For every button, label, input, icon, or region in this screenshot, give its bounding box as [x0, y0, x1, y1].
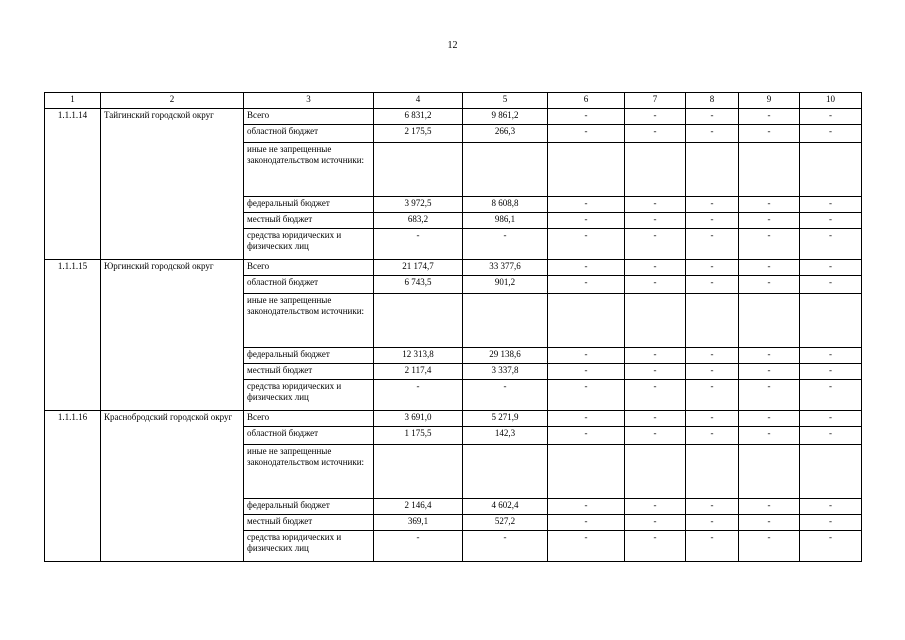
- value-cell: [463, 445, 548, 499]
- value-cell: -: [800, 348, 862, 364]
- funding-source-label: средства юридических и физических лиц: [244, 380, 374, 411]
- value-cell: -: [739, 229, 800, 260]
- value-cell: -: [686, 364, 739, 380]
- funding-source-label: местный бюджет: [244, 364, 374, 380]
- value-cell: -: [739, 348, 800, 364]
- value-cell: [548, 143, 625, 197]
- value-cell: [625, 294, 686, 348]
- value-cell: -: [739, 515, 800, 531]
- value-cell: -: [548, 276, 625, 294]
- value-cell: [739, 294, 800, 348]
- value-cell: -: [548, 380, 625, 411]
- value-cell: [463, 294, 548, 348]
- column-header: 3: [244, 93, 374, 109]
- funding-source-label: Всего: [244, 260, 374, 276]
- value-cell: -: [800, 213, 862, 229]
- value-cell: 5 271,9: [463, 411, 548, 427]
- value-cell: -: [739, 125, 800, 143]
- value-cell: -: [625, 531, 686, 562]
- column-header: 10: [800, 93, 862, 109]
- column-header: 8: [686, 93, 739, 109]
- value-cell: -: [739, 427, 800, 445]
- value-cell: -: [686, 427, 739, 445]
- funding-source-label: федеральный бюджет: [244, 499, 374, 515]
- value-cell: -: [800, 531, 862, 562]
- value-cell: 12 313,8: [374, 348, 463, 364]
- value-cell: -: [548, 411, 625, 427]
- value-cell: -: [686, 260, 739, 276]
- column-header: 5: [463, 93, 548, 109]
- funding-source-label: средства юридических и физических лиц: [244, 531, 374, 562]
- value-cell: -: [463, 380, 548, 411]
- value-cell: -: [548, 531, 625, 562]
- value-cell: -: [739, 411, 800, 427]
- funding-source-label: областной бюджет: [244, 427, 374, 445]
- value-cell: 9 861,2: [463, 109, 548, 125]
- value-cell: 527,2: [463, 515, 548, 531]
- value-cell: -: [374, 229, 463, 260]
- value-cell: -: [625, 411, 686, 427]
- value-cell: [463, 143, 548, 197]
- value-cell: -: [686, 380, 739, 411]
- column-header: 7: [625, 93, 686, 109]
- funding-source-label: областной бюджет: [244, 276, 374, 294]
- value-cell: -: [625, 348, 686, 364]
- column-header: 4: [374, 93, 463, 109]
- value-cell: -: [548, 229, 625, 260]
- value-cell: 3 972,5: [374, 197, 463, 213]
- value-cell: -: [548, 125, 625, 143]
- value-cell: -: [625, 427, 686, 445]
- value-cell: -: [739, 213, 800, 229]
- funding-source-label: средства юридических и физических лиц: [244, 229, 374, 260]
- value-cell: 2 117,4: [374, 364, 463, 380]
- value-cell: -: [739, 380, 800, 411]
- value-cell: -: [548, 499, 625, 515]
- value-cell: -: [625, 515, 686, 531]
- value-cell: -: [739, 364, 800, 380]
- value-cell: -: [548, 427, 625, 445]
- funding-source-label: областной бюджет: [244, 125, 374, 143]
- municipality-name: Тайгинский городской округ: [101, 109, 244, 260]
- value-cell: -: [739, 276, 800, 294]
- value-cell: -: [686, 276, 739, 294]
- column-header: 2: [101, 93, 244, 109]
- value-cell: -: [625, 229, 686, 260]
- value-cell: 3 337,8: [463, 364, 548, 380]
- funding-source-label: федеральный бюджет: [244, 197, 374, 213]
- value-cell: -: [463, 531, 548, 562]
- column-header: 6: [548, 93, 625, 109]
- funding-source-label: федеральный бюджет: [244, 348, 374, 364]
- header-row: [45, 93, 862, 109]
- value-cell: [374, 294, 463, 348]
- value-cell: -: [686, 229, 739, 260]
- value-cell: -: [739, 197, 800, 213]
- value-cell: -: [800, 109, 862, 125]
- value-cell: -: [374, 531, 463, 562]
- row-code: 1.1.1.16: [45, 411, 101, 562]
- value-cell: -: [625, 213, 686, 229]
- budget-table: [44, 92, 862, 562]
- value-cell: -: [686, 515, 739, 531]
- value-cell: -: [686, 125, 739, 143]
- value-cell: -: [739, 499, 800, 515]
- value-cell: -: [800, 364, 862, 380]
- value-cell: -: [800, 427, 862, 445]
- funding-source-label: местный бюджет: [244, 515, 374, 531]
- value-cell: -: [625, 197, 686, 213]
- value-cell: -: [374, 380, 463, 411]
- funding-source-label: иные не запрещенные законодательством источники:: [244, 143, 374, 197]
- value-cell: [686, 143, 739, 197]
- value-cell: 4 602,4: [463, 499, 548, 515]
- value-cell: 986,1: [463, 213, 548, 229]
- value-cell: -: [739, 531, 800, 562]
- value-cell: -: [625, 260, 686, 276]
- table-row: [45, 109, 862, 125]
- value-cell: [686, 294, 739, 348]
- value-cell: -: [739, 109, 800, 125]
- funding-source-label: иные не запрещенные законодательством источники:: [244, 294, 374, 348]
- value-cell: [800, 143, 862, 197]
- value-cell: -: [548, 260, 625, 276]
- value-cell: 3 691,0: [374, 411, 463, 427]
- municipality-name: Юргинский городской округ: [101, 260, 244, 411]
- value-cell: [739, 445, 800, 499]
- column-header: 9: [739, 93, 800, 109]
- value-cell: 8 608,8: [463, 197, 548, 213]
- value-cell: [374, 143, 463, 197]
- value-cell: 21 174,7: [374, 260, 463, 276]
- municipality-name: Краснобродский городской округ: [101, 411, 244, 562]
- row-code: 1.1.1.15: [45, 260, 101, 411]
- value-cell: -: [800, 125, 862, 143]
- funding-source-label: Всего: [244, 411, 374, 427]
- value-cell: -: [686, 411, 739, 427]
- value-cell: -: [625, 125, 686, 143]
- value-cell: -: [800, 411, 862, 427]
- value-cell: -: [548, 213, 625, 229]
- table-row: [45, 260, 862, 276]
- value-cell: -: [800, 197, 862, 213]
- value-cell: -: [686, 499, 739, 515]
- value-cell: -: [800, 499, 862, 515]
- value-cell: -: [686, 109, 739, 125]
- value-cell: -: [686, 531, 739, 562]
- value-cell: 2 175,5: [374, 125, 463, 143]
- table-row: [45, 411, 862, 427]
- value-cell: -: [548, 364, 625, 380]
- value-cell: [625, 445, 686, 499]
- value-cell: 142,3: [463, 427, 548, 445]
- value-cell: -: [548, 348, 625, 364]
- value-cell: [800, 294, 862, 348]
- value-cell: -: [800, 260, 862, 276]
- value-cell: -: [463, 229, 548, 260]
- value-cell: [686, 445, 739, 499]
- value-cell: [548, 445, 625, 499]
- value-cell: [625, 143, 686, 197]
- value-cell: -: [800, 515, 862, 531]
- value-cell: -: [625, 364, 686, 380]
- value-cell: -: [625, 499, 686, 515]
- value-cell: [374, 445, 463, 499]
- value-cell: [548, 294, 625, 348]
- value-cell: 29 138,6: [463, 348, 548, 364]
- value-cell: 1 175,5: [374, 427, 463, 445]
- value-cell: [739, 143, 800, 197]
- value-cell: -: [548, 109, 625, 125]
- value-cell: 683,2: [374, 213, 463, 229]
- value-cell: -: [800, 229, 862, 260]
- row-code: 1.1.1.14: [45, 109, 101, 260]
- table-body: [45, 109, 862, 562]
- funding-source-label: Всего: [244, 109, 374, 125]
- value-cell: -: [548, 197, 625, 213]
- value-cell: -: [686, 197, 739, 213]
- value-cell: 6 831,2: [374, 109, 463, 125]
- value-cell: -: [625, 380, 686, 411]
- value-cell: 33 377,6: [463, 260, 548, 276]
- value-cell: 266,3: [463, 125, 548, 143]
- funding-source-label: иные не запрещенные законодательством источники:: [244, 445, 374, 499]
- funding-source-label: местный бюджет: [244, 213, 374, 229]
- value-cell: -: [625, 276, 686, 294]
- value-cell: -: [686, 213, 739, 229]
- value-cell: -: [625, 109, 686, 125]
- value-cell: -: [800, 276, 862, 294]
- value-cell: 6 743,5: [374, 276, 463, 294]
- value-cell: 2 146,4: [374, 499, 463, 515]
- value-cell: -: [800, 380, 862, 411]
- value-cell: -: [686, 348, 739, 364]
- value-cell: 369,1: [374, 515, 463, 531]
- value-cell: [800, 445, 862, 499]
- page-number: 12: [447, 40, 458, 51]
- value-cell: -: [548, 515, 625, 531]
- column-header: 1: [45, 93, 101, 109]
- value-cell: -: [739, 260, 800, 276]
- value-cell: 901,2: [463, 276, 548, 294]
